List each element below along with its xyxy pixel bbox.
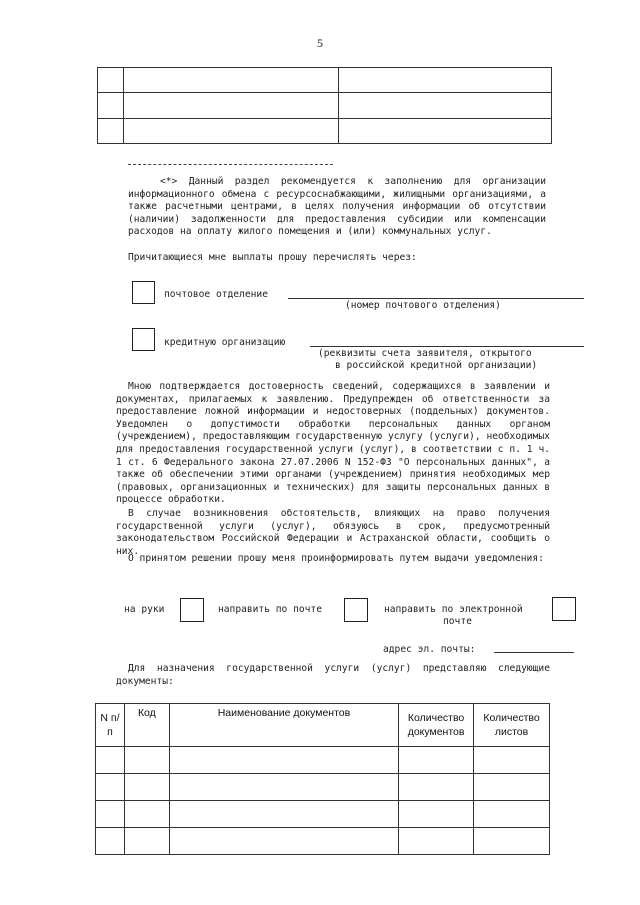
bank-label: кредитную организацию (164, 337, 286, 348)
table-row (96, 774, 550, 801)
bank-caption-1: (реквизиты счета заявителя, открытого (318, 348, 532, 359)
footnote-separator (128, 164, 333, 165)
notify-hand-label: на руки (124, 604, 165, 615)
bank-field[interactable] (310, 346, 584, 347)
col-header-doc-count: Количество документов (399, 704, 474, 747)
declaration-paragraph-2: В случае возникновения обстоятельств, влияющих на право получения государственной услуги (услуг), обязуюсь в срок, предусмотренный законодательством Российской Федерации и Астраханской области, сообщить о них. (116, 508, 550, 557)
notify-post-checkbox[interactable] (344, 598, 368, 622)
page-number: 5 (317, 36, 323, 50)
payment-intro: Причитающиеся мне выплаты прошу перечислять через: (128, 252, 417, 263)
email-field[interactable] (494, 652, 574, 653)
notify-email-label-1: направить по электронной (384, 604, 523, 615)
col-header-sheet-count: Количество листов (474, 704, 550, 747)
table-row (96, 747, 550, 774)
notification-intro: О принятом решении прошу меня проинформировать путем выдачи уведомления: (128, 553, 544, 564)
col-header-name: Наименование документов (169, 704, 398, 747)
col-header-code: Код (124, 704, 169, 747)
top-table (97, 67, 552, 144)
bank-checkbox[interactable] (132, 328, 155, 351)
table-row (96, 801, 550, 828)
footnote-text: <*> Данный раздел рекомендуется к заполнению для организации информационного обмена с ресурсоснабжающими, жилищными организациями, а также расчетными центрами, в целях получения информации об отсутствии (наличии) задолженности для предоставления субсидии или компенсации расходов на оплату жилого помещения и (или) коммунальных услуг. (128, 176, 546, 238)
table-row (96, 828, 550, 855)
notify-hand-checkbox[interactable] (180, 598, 204, 622)
post-office-checkbox[interactable] (132, 281, 155, 304)
notify-post-label: направить по почте (218, 604, 322, 615)
notify-email-checkbox[interactable] (552, 597, 576, 621)
notify-email-label-2: почте (443, 616, 472, 627)
declaration-paragraph-1: Мною подтверждается достоверность сведений, содержащихся в заявлении и документах, прилагаемых к заявлению. Предупрежден об ответственности за предоставление ложной информации и недостоверных (поддельных) документов. Уведомлен о допустимости обработки персональных данных органом (учреждением), предоставляющим государственную услугу (услуги), необходимых для предоставления государственной услуги (услуг), в соответствии с п. 1 ч. 1 ст. 6 Федерального закона 27.07.2006 N 152-ФЗ "О персональных данных", а также об обеспечении этими органами (учреждением) принятия необходимых мер (правовых, организационных и технических) для защиты персональных данных в процессе обработки. (116, 381, 550, 506)
post-office-field[interactable] (288, 298, 584, 299)
post-office-caption: (номер почтового отделения) (345, 300, 501, 311)
col-header-number: N п/п (96, 704, 125, 747)
table-row (98, 93, 552, 118)
bank-caption-2: в российской кредитной организации) (335, 360, 538, 371)
table-row (98, 118, 552, 143)
email-label: адрес эл. почты: (383, 644, 476, 655)
table-row (98, 68, 552, 93)
documents-intro: Для назначения государственной услуги (услуг) представляю следующие документы: (116, 663, 550, 687)
post-office-label: почтовое отделение (164, 289, 268, 300)
table-header-row (96, 704, 550, 747)
documents-table (95, 703, 550, 855)
